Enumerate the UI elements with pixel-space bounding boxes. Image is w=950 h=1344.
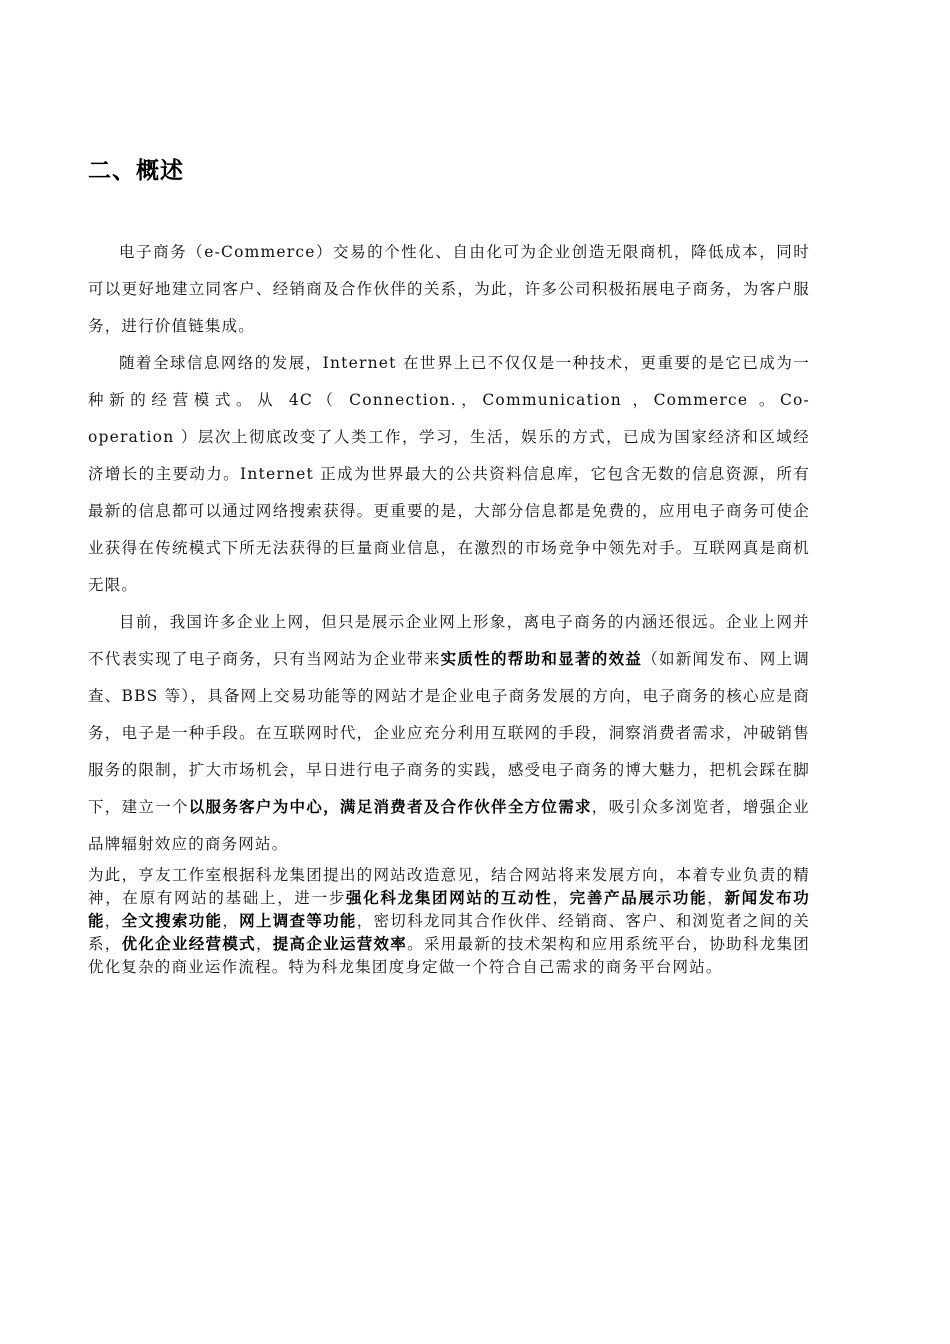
- proposal-sep-5: ，: [255, 935, 273, 953]
- internet-text: 随着全球信息网络的发展，Internet 在世界上已不仅仅是一种技术，更重要的是它已成为一种新的经营模式。从 4C（ Connection.，Communication ，Commerce 。Co-operation ）层次上彻底改变了人类工作，学习，生活，娱乐的方式，已成为国家经济和区域经济增长的主要动力。Internet 正成为世界最大的公共资料信息库，它包含无数的信息资源，所有最新的信息都可以通过网络搜索获得。更重要的是，大部分信息都是免费的，应用电子商务可使企业获得在传统模式下所无法获得的巨量商业信息，在激烈的市场竞争中领先对手。互联网真是商机无限。: [88, 354, 810, 594]
- proposal-text-2: ，密切科龙同其合作伙伴、经销商、客户、和浏览者之间的关系，: [88, 912, 811, 953]
- section-heading: 二、概述: [88, 158, 184, 184]
- current-text-1: 目前，我国许多企业上网，但只是展示企业网上形象，离电子商务的内涵还很远。企业上网并不代表实现了电子商务，只有当网站为企业带来: [88, 613, 810, 668]
- paragraph-current-state: [88, 604, 810, 863]
- proposal-text-3: 。采用最新的技术架构和应用系统平台，协助科龙集团优化复杂的商业运作流程。特为科龙集团度身定做一个符合自己需求的商务平台网站。: [88, 935, 810, 976]
- current-text-2: （如新闻发布、网上调查、BBS 等），具备网上交易功能等的网站才是企业电子商务发展的方向，电子商务的核心应是商务，电子是一种手段。在互联网时代，企业应充分利用互联网的手段，洞察消费者需求，冲破销售服务的限制，扩大市场机会，早日进行电子商务的实践，感受电子商务的博大魅力，把机会踩在脚下，建立一个: [88, 650, 810, 816]
- paragraph-intro: [88, 234, 810, 345]
- paragraph-internet: [88, 345, 810, 604]
- emphasis-interactivity: 强化科龙集团网站的互动性: [346, 889, 553, 907]
- body-text: [88, 234, 810, 863]
- paragraph-proposal: [88, 864, 810, 979]
- emphasis-optimize-model: 优化企业经营模式: [121, 935, 256, 953]
- emphasis-customer-centric: 以服务客户为中心，满足消费者及合作伙伴全方位需求: [188, 798, 592, 816]
- intro-text: 电子商务（e-Commerce）交易的个性化、自由化可为企业创造无限商机，降低成本，同时可以更好地建立同客户、经销商及合作伙伴的关系，为此，许多公司积极拓展电子商务，为客户服务，进行价值链集成。: [88, 243, 810, 335]
- emphasis-online-survey: 网上调查等功能: [239, 912, 357, 930]
- emphasis-efficiency: 提高企业运营效率: [272, 935, 408, 953]
- proposal-sep-2: ，: [707, 889, 725, 907]
- proposal-sep-1: ，: [552, 889, 570, 907]
- emphasis-fulltext-search: 全文搜索功能: [121, 912, 223, 930]
- proposal-sep-3: ，: [104, 912, 122, 930]
- proposal-sep-4: ，: [222, 912, 240, 930]
- emphasis-benefit: 实质性的帮助和显著的效益: [440, 650, 643, 668]
- proposal-text-1: 为此，亨友工作室根据科龙集团提出的网站改造意见，结合网站将来发展方向，本着专业负责的精神，在原有网站的基础上，进一步: [88, 866, 810, 907]
- current-text-3: ，吸引众多浏览者，增强企业品牌辐射效应的商务网站。: [88, 798, 811, 853]
- emphasis-product-display: 完善产品展示功能: [569, 889, 708, 907]
- emphasis-news-publishing: 新闻发布功能: [88, 889, 810, 930]
